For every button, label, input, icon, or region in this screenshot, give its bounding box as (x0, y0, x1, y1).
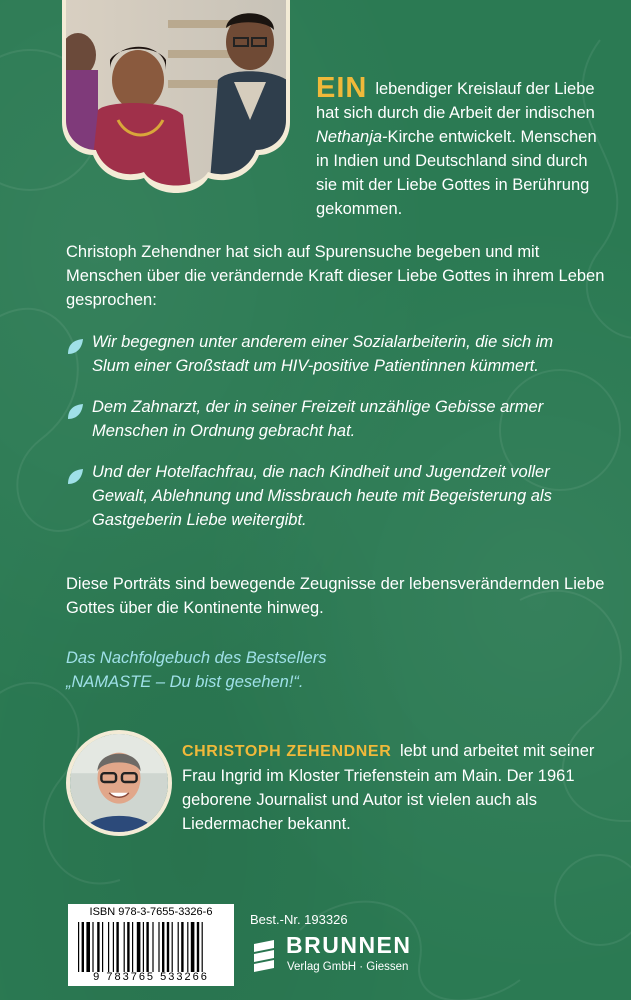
list-item (66, 460, 586, 532)
author-bio (182, 739, 602, 836)
barcode-stripe (137, 922, 141, 972)
barcode-stripe (92, 922, 93, 972)
barcode-stripe (102, 922, 103, 972)
followup-note (66, 646, 611, 694)
barcode-stripe (146, 922, 148, 972)
portraits-paragraph: Diese Porträts sind bewegende Zeugnisse der lebensverändernden Liebe Gottes über die Kontinente hinweg. (66, 575, 605, 617)
barcode-stripe (143, 922, 144, 972)
leaf-icon (66, 468, 84, 486)
intro-lead (316, 72, 606, 221)
church-name: Nethanja (316, 128, 383, 146)
leaf-icon (66, 403, 84, 421)
publisher-location: Verlag GmbH · Giessen (287, 961, 409, 973)
followup-line-2: „NAMASTE – Du bist gesehen!“. (66, 673, 304, 691)
publisher-name: BRUNNEN (286, 932, 412, 958)
barcode-stripe (187, 922, 188, 972)
intro-lead-text-2: -Kirche entwickelt. Menschen in Indien und Deutschland sind durch sie mit der Liebe Gottes in Berührung gekommen. (316, 128, 597, 218)
barcode-stripe (178, 922, 179, 972)
order-number: Best.-Nr. 193326 (250, 912, 348, 927)
barcode-stripe (86, 922, 90, 972)
barcode-stripe (197, 922, 199, 972)
barcode-stripe (82, 922, 84, 972)
story-list (66, 330, 586, 549)
followup-line-1: Das Nachfolgebuch des Bestsellers (66, 649, 327, 667)
isbn-barcode (68, 904, 234, 986)
barcode-stripe (167, 922, 169, 972)
isbn-number: ISBN 978-3-7655-3326-6 (89, 906, 213, 918)
author-name: CHRISTOPH ZEHENDNER (182, 743, 392, 760)
list-item (66, 330, 586, 378)
barcode-stripe (158, 922, 159, 972)
barcode-stripe (97, 922, 99, 972)
leaf-icon (66, 338, 84, 356)
intro-drop-word: EIN (316, 72, 368, 104)
intro-lead-text: lebendiger Kreislauf der Liebe hat sich durch die Arbeit der indischen (316, 80, 595, 122)
list-item-text: Wir begegnen unter anderem einer Sozialarbeiterin, die sich im Slum einer Großstadt um HIV-positive Patientinnen kümmert. (92, 333, 554, 375)
author-bio-text: lebt und arbeitet mit seiner Frau Ingrid im Kloster Triefenstein am Main. Der 1961 geborene Journalist und Autor ist vielen auch als Liedermacher bekannt. (182, 742, 595, 833)
barcode-stripe (116, 922, 118, 972)
brunnen-logo-icon (252, 940, 280, 976)
barcode-stripe (152, 922, 153, 972)
barcode-stripe (127, 922, 129, 972)
barcode-stripe (78, 922, 79, 972)
barcode-bars (78, 922, 224, 972)
barcode-stripe (172, 922, 173, 972)
barcode-stripe (124, 922, 125, 972)
barcode-stripe (108, 922, 109, 972)
intro-paragraph: Christoph Zehendner hat sich auf Spurensuche begeben und mit Menschen über die verändernde Kraft dieser Liebe Gottes in ihrem Leben gesprochen: (66, 243, 605, 309)
barcode-stripe (162, 922, 164, 972)
cover-photo (58, 0, 294, 206)
barcode-stripe (132, 922, 133, 972)
author-portrait (66, 730, 172, 836)
list-item-text: Dem Zahnarzt, der in seiner Freizeit unzählige Gebisse armer Menschen in Ordnung gebracht hat. (92, 398, 544, 440)
barcode-digits: 9 783765 533266 (93, 971, 209, 983)
barcode-stripe (202, 922, 203, 972)
barcode-stripe (191, 922, 195, 972)
barcode-stripe (181, 922, 183, 972)
list-item-text: Und der Hotelfachfrau, die nach Kindheit und Jugendzeit voller Gewalt, Ablehnung und Missbrauch heute mit Begeisterung als Gastgeberin Liebe weitergibt. (92, 463, 552, 529)
list-item (66, 395, 586, 443)
barcode-stripe (113, 922, 114, 972)
